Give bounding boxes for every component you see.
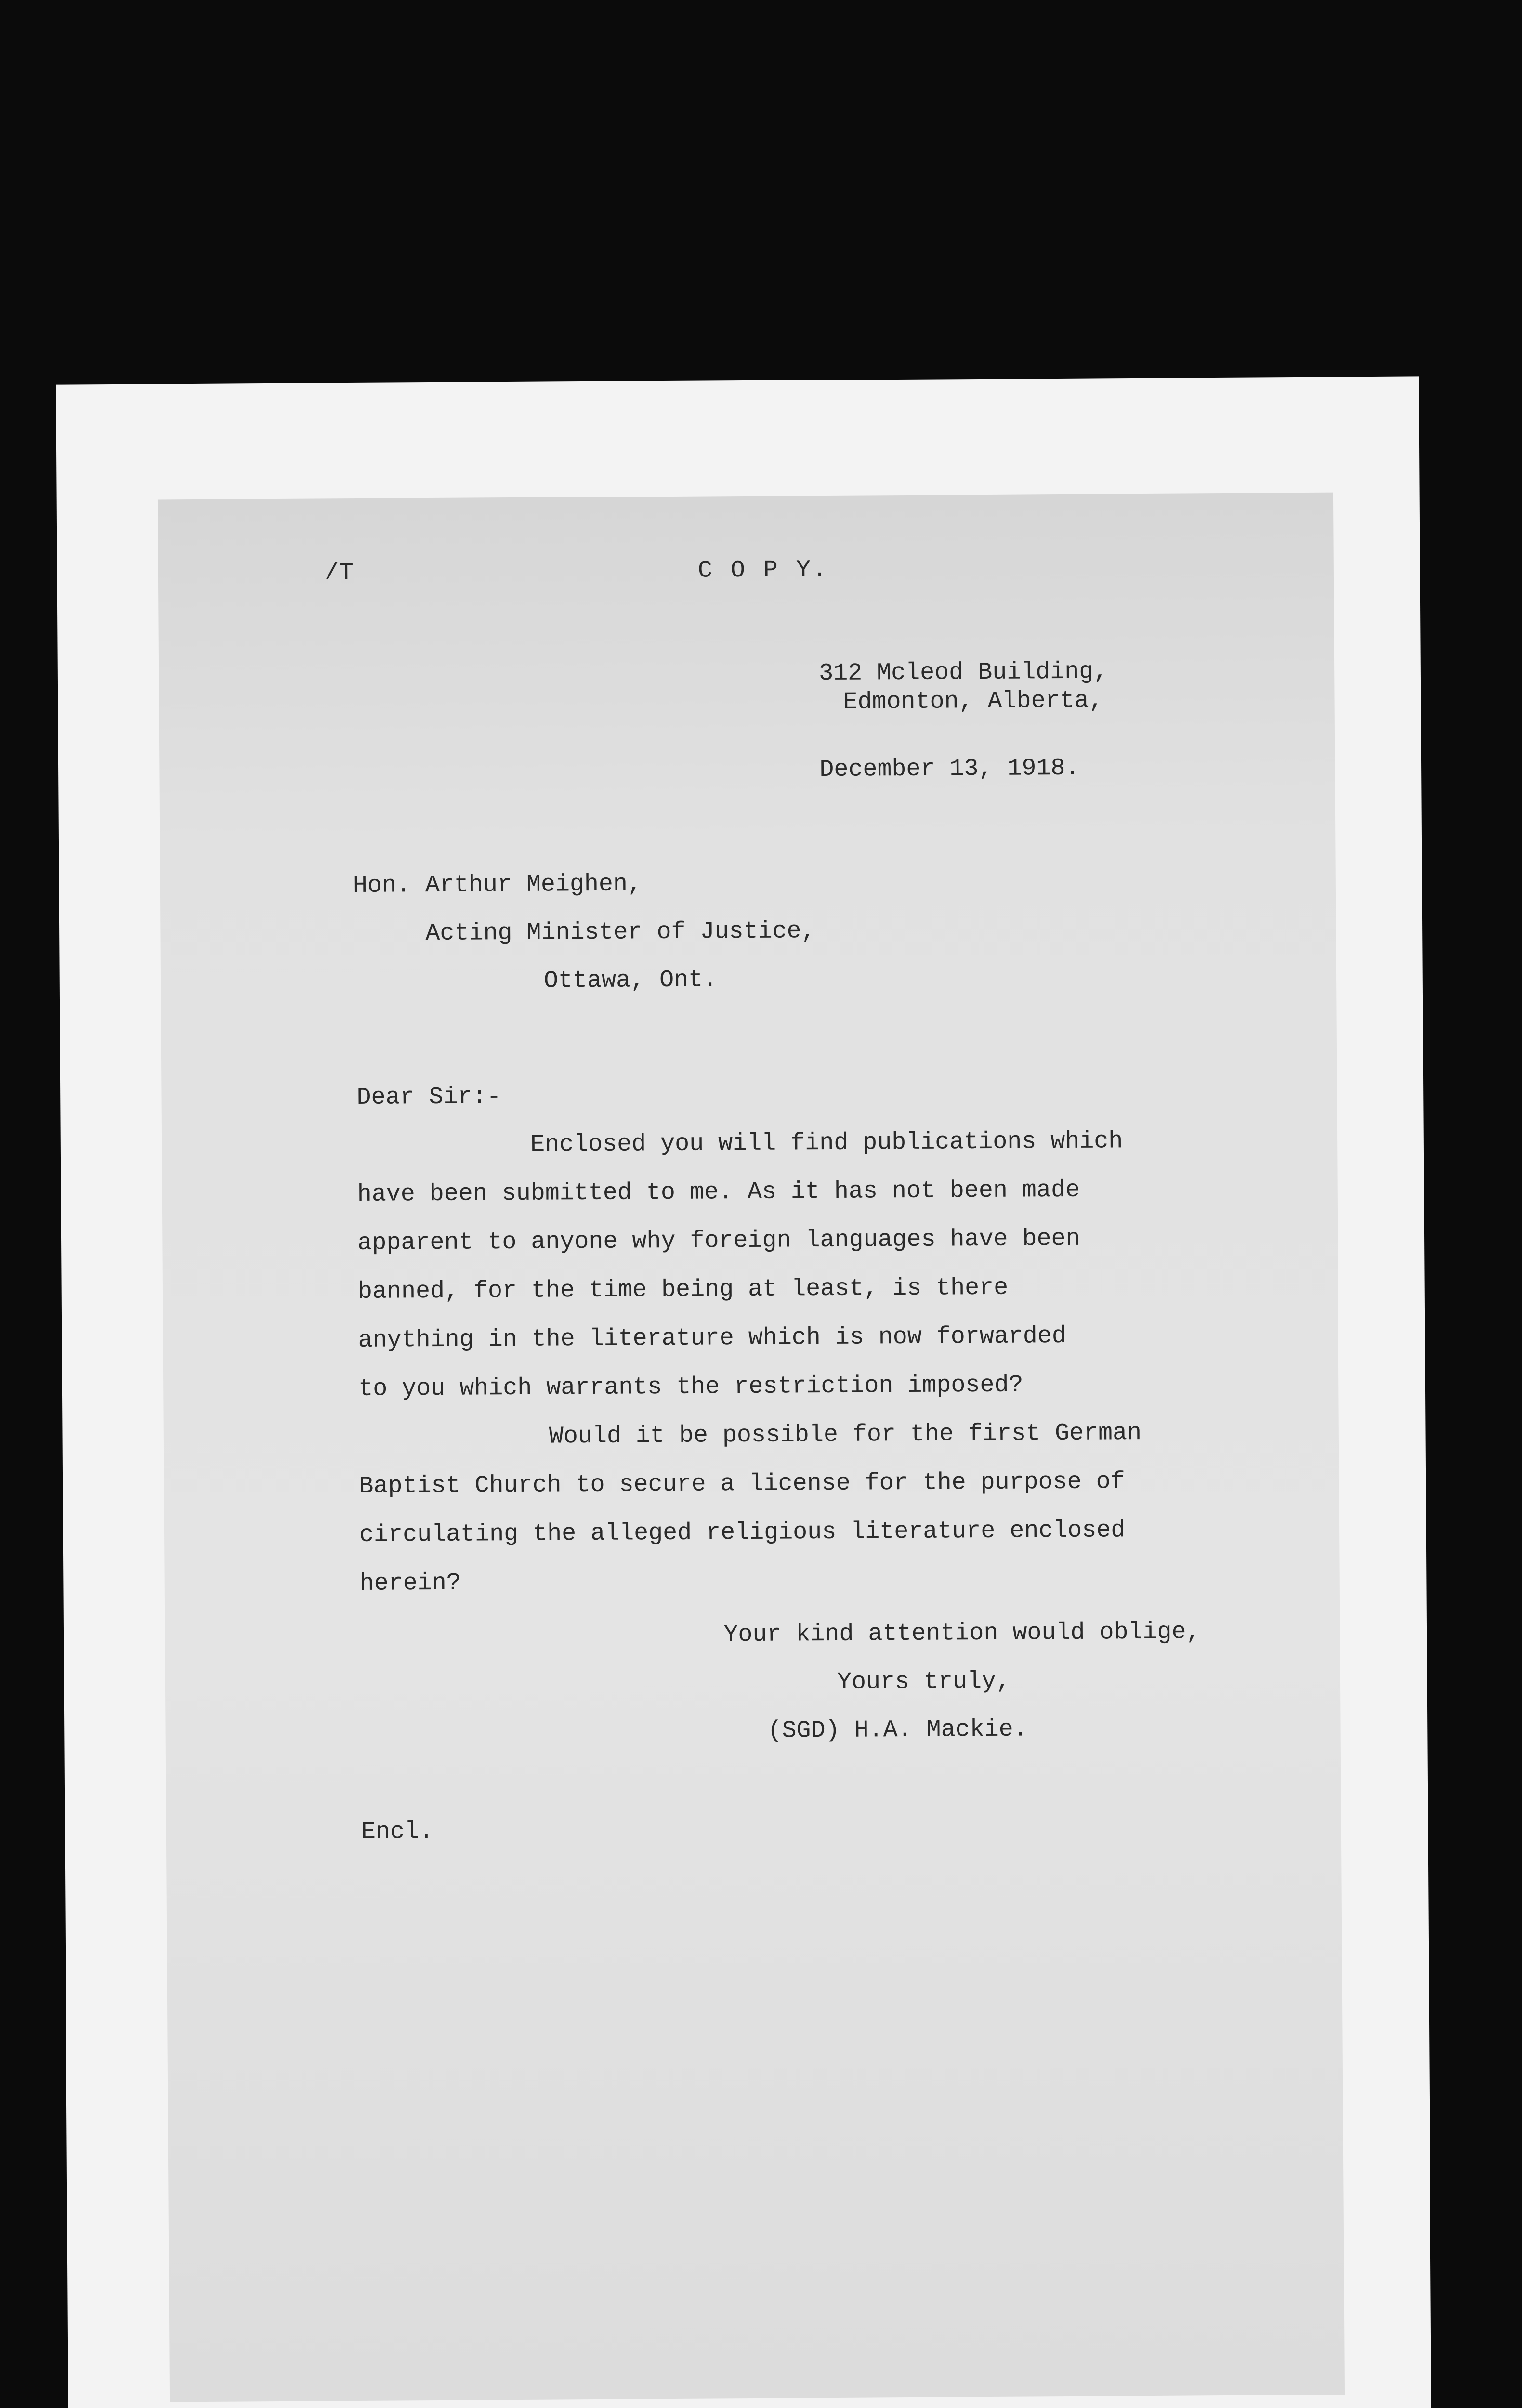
body-line: banned, for the time being at least, is there	[357, 1274, 1009, 1306]
recipient-title: Acting Minister of Justice,	[425, 917, 816, 948]
recipient-city: Ottawa, Ont.	[543, 966, 718, 995]
body-line: to you which warrants the restriction imposed?	[358, 1371, 1023, 1403]
address-line-1: 312 Mcleod Building,	[819, 658, 1108, 688]
closing: Your kind attention would oblige,	[723, 1618, 1201, 1649]
recipient-name: Hon. Arthur Meighen,	[353, 870, 643, 900]
sign-off: Yours truly,	[837, 1667, 1011, 1696]
body-line: Baptist Church to secure a license for the purpose of	[359, 1468, 1125, 1500]
enclosure-note: Encl.	[361, 1818, 434, 1846]
salutation: Dear Sir:-	[356, 1083, 501, 1112]
signature: (SGD) H.A. Mackie.	[767, 1715, 1028, 1745]
file-mark: /T	[324, 559, 354, 587]
body-line: circulating the alleged religious literature enclosed	[359, 1517, 1126, 1549]
address-line-2: Edmonton, Alberta,	[843, 687, 1103, 716]
body-line: apparent to anyone why foreign languages have been	[357, 1225, 1080, 1257]
letter-date: December 13, 1918.	[819, 754, 1080, 784]
body-line: anything in the literature which is now forwarded	[358, 1322, 1067, 1354]
letter-body	[357, 1128, 1275, 1621]
letter-page	[158, 493, 1345, 2402]
body-line: Enclosed you will find publications which	[530, 1127, 1123, 1159]
body-line: have been submitted to me. As it has not been made	[357, 1176, 1080, 1208]
copy-heading: C O P Y.	[697, 556, 829, 585]
body-line: herein?	[359, 1569, 461, 1597]
body-line: Would it be possible for the first German	[549, 1419, 1142, 1451]
